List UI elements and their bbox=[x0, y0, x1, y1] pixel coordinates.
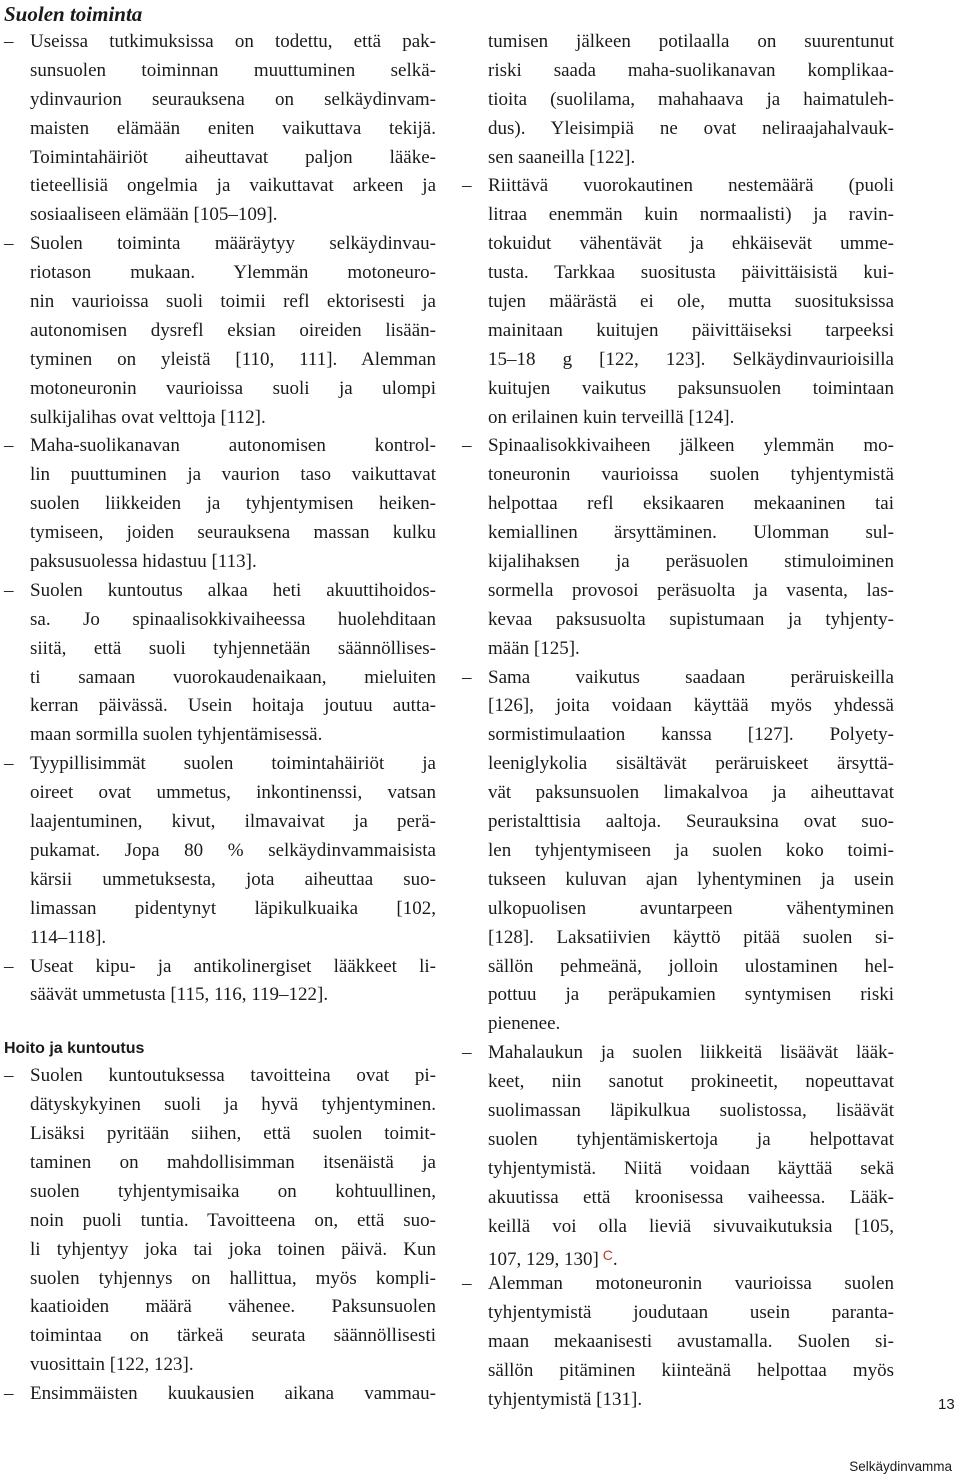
text-line: tusta. Tarkkaa suositusta päivittäisistä kui- bbox=[488, 262, 894, 284]
spacer bbox=[4, 1010, 436, 1036]
list-item bbox=[462, 1039, 894, 1270]
evidence-mark: C bbox=[598, 1247, 613, 1264]
right-list bbox=[462, 28, 894, 1415]
text-line: kemiallinen ärsyttäminen. Ulomman sul- bbox=[488, 522, 894, 544]
text-line: 15–18 g [122, 123]. Selkäydinvaurioisilla bbox=[488, 348, 894, 370]
text-line: taminen on mahdollisimman itsenäistä ja bbox=[30, 1151, 436, 1173]
text-line: suolen tyhjentämiskertoja ja helpottavat bbox=[488, 1128, 894, 1150]
text-line: Alemman motoneuronin vaurioissa suolen bbox=[488, 1273, 894, 1295]
list-item bbox=[4, 1380, 436, 1409]
left-list-hoito bbox=[4, 1062, 436, 1409]
list-item bbox=[4, 1062, 436, 1380]
text-line: suolen tyhjentymisaika on kohtuullinen, bbox=[30, 1180, 436, 1202]
text-line: Suolen kuntoutus alkaa heti akuuttihoidos- bbox=[30, 579, 436, 601]
text-line: leeniglykolia sisältävät peräruiskeet ärsyttä- bbox=[488, 753, 894, 775]
text-line: pottuu ja peräpukamien syntymisen riski bbox=[488, 984, 894, 1006]
list-item bbox=[462, 432, 894, 663]
text-line: oireet ovat ummetus, inkontinenssi, vatsan bbox=[30, 782, 436, 804]
bullet-dash: – bbox=[4, 579, 14, 601]
text-line: litraa enemmän kuin normaalisti) ja ravin- bbox=[488, 204, 894, 226]
text-line: Ensimmäisten kuukausien aikana vammau- bbox=[30, 1383, 436, 1405]
text-line: tokuidut vähentävät ja ehkäisevät umme- bbox=[488, 233, 894, 255]
text-line: dätyskykyinen suoli ja hyvä tyhjentyminen. bbox=[30, 1094, 436, 1116]
text-line: pienenee. bbox=[488, 1013, 561, 1035]
text-line: [126], joita voidaan käyttää myös yhdessä bbox=[488, 695, 894, 717]
text-line: [128]. Laksatiivien käyttö pitää suolen si- bbox=[488, 926, 894, 948]
text-line: toneuronin vaurioissa suolen tyhjentymistä bbox=[488, 464, 894, 486]
text-line: vuosittain [122, 123]. bbox=[30, 1354, 194, 1376]
text-line: tyhjentymistä joudutaan usein paranta- bbox=[488, 1302, 894, 1324]
list-item bbox=[4, 230, 436, 432]
text-line: autonomisen dysrefl eksian oireiden lisään- bbox=[30, 319, 436, 341]
text-line: sällön pitäminen kiinteänä helpottaa myös bbox=[488, 1359, 894, 1381]
text-line: Lisäksi pyritään siihen, että suolen toimit- bbox=[30, 1123, 436, 1145]
text-line: helpottaa refl eksikaaren mekaaninen tai bbox=[488, 493, 894, 515]
text-line: on erilainen kuin terveillä [124]. bbox=[488, 406, 735, 428]
text-line: Spinaalisokkivaiheen jälkeen ylemmän mo- bbox=[488, 435, 894, 457]
text-line: Tyypillisimmät suolen toimintahäiriöt ja bbox=[30, 753, 436, 775]
text-line: laajentuminen, kivut, ilmavaivat ja perä- bbox=[30, 811, 436, 833]
list-item bbox=[462, 1270, 894, 1414]
text-line: Useissa tutkimuksissa on todettu, että pak- bbox=[30, 31, 436, 52]
text-line: kijalihaksen ja peräsuolen stimuloiminen bbox=[488, 551, 894, 573]
text-line: len tyhjentymiseen ja suolen koko toimi- bbox=[488, 839, 894, 861]
bullet-dash: – bbox=[462, 1273, 472, 1295]
text-line: Toimintahäiriöt aiheuttavat paljon lääke- bbox=[30, 146, 436, 168]
text-line: sunsuolen toiminnan muuttuminen selkä- bbox=[30, 59, 436, 81]
text-line: tyminen on yleistä [110, 111]. Alemman bbox=[30, 348, 436, 370]
bullet-dash: – bbox=[4, 233, 14, 255]
text-line: Riittävä vuorokautinen nestemäärä (puoli bbox=[488, 175, 894, 197]
text-line: li tyhjentyy joka tai joka toinen päivä. Kun bbox=[30, 1238, 436, 1260]
right-column bbox=[462, 28, 894, 1415]
text-line: paksusuolessa hidastuu [113]. bbox=[30, 551, 257, 573]
bullet-dash: – bbox=[462, 1042, 472, 1064]
text-line: sällön pehmeänä, jolloin ulostaminen hel- bbox=[488, 955, 894, 977]
bullet-dash: – bbox=[462, 175, 472, 197]
text-line: tukseen kuluvan ajan lyhentyminen ja usein bbox=[488, 868, 894, 890]
subsection-title: Hoito ja kuntoutus bbox=[4, 1040, 145, 1058]
text-line: kerran päivässä. Usein hoitaja joutuu autta- bbox=[30, 695, 436, 717]
bullet-dash: – bbox=[4, 31, 14, 52]
text-line: suolen liikkeiden ja tyhjentymisen heiken- bbox=[30, 493, 436, 515]
text-line: Sama vaikutus saadaan peräruiskeilla bbox=[488, 666, 894, 688]
text-line: sa. Jo spinaalisokkivaiheessa huolehditaan bbox=[30, 608, 436, 630]
text-line: suolimassan läpikulkua suolistossa, lisäävät bbox=[488, 1099, 894, 1121]
bullet-dash: – bbox=[462, 666, 472, 688]
text-line: ydinvaurion seurauksena on selkäydinvam- bbox=[30, 88, 436, 110]
text-line: 114–118]. bbox=[30, 926, 107, 948]
left-list-suolen-toiminta bbox=[4, 28, 436, 1010]
list-item bbox=[4, 432, 436, 576]
text-line: ti samaan vuorokaudenaikaan, mieluiten bbox=[30, 666, 436, 688]
list-item bbox=[462, 172, 894, 432]
text-line: riotason mukaan. Ylemmän motoneuro- bbox=[30, 262, 436, 284]
text-line: tymiseen, joiden seurauksena massan kulku bbox=[30, 522, 436, 544]
text-line: vät paksunsuolen limakalvoa ja aiheuttavat bbox=[488, 782, 894, 804]
text-line: sormella provosoi peräsuolta ja vasenta, las- bbox=[488, 579, 894, 601]
bullet-dash: – bbox=[4, 955, 14, 977]
text-line: säävät ummetusta [115, 116, 119–122]. bbox=[30, 984, 329, 1006]
text-line: nin vaurioissa suoli toimii refl ektorisesti ja bbox=[30, 291, 436, 313]
bullet-dash: – bbox=[4, 753, 14, 775]
list-item bbox=[4, 953, 436, 1011]
text-line: sulkijalihas ovat velttoja [112]. bbox=[30, 406, 266, 428]
bullet-dash: – bbox=[4, 1065, 14, 1087]
text-line: tujen määrästä ei ole, mutta suosituksissa bbox=[488, 291, 894, 313]
text-line: siitä, että suoli tyhjennetään säännöllises- bbox=[30, 637, 436, 659]
text-line: sosiaaliseen elämään [105–109]. bbox=[30, 204, 278, 226]
list-item bbox=[4, 28, 436, 230]
list-item bbox=[462, 664, 894, 1040]
list-item bbox=[462, 28, 894, 172]
text-line: kärsii ummetuksesta, jota aiheuttaa suo- bbox=[30, 868, 436, 890]
text-line: suolen tyhjennys on hallittua, myös kompli- bbox=[30, 1267, 436, 1289]
text-line: pukamat. Jopa 80 % selkäydinvammaisista bbox=[30, 839, 436, 861]
text-line: toimintaa on tärkeä seurata säännöllisesti bbox=[30, 1325, 436, 1347]
section-title: Suolen toiminta bbox=[4, 2, 143, 26]
text-line: sormistimulaation kanssa [127]. Polyety- bbox=[488, 724, 894, 746]
bullet-dash: – bbox=[4, 1383, 14, 1405]
text-line: peristalttisia aaltoja. Seurauksina ovat suo- bbox=[488, 811, 894, 833]
text-line: tyhjentymistä [131]. bbox=[488, 1388, 643, 1410]
text-line: mään [125]. bbox=[488, 637, 580, 659]
text-line: motoneuronin vaurioissa suoli ja ulompi bbox=[30, 377, 436, 399]
text-line: lin puuttuminen ja vaurion taso vaikuttavat bbox=[30, 464, 436, 486]
text-line: tioita (suolilama, mahahaava ja haimatuleh- bbox=[488, 88, 894, 110]
text-line: keillä voi olla lieviä sivuvaikutuksia [105, bbox=[488, 1215, 894, 1237]
text-line: sen saaneilla [122]. bbox=[488, 146, 636, 168]
text-line: riski saada maha-suolikanavan komplikaa- bbox=[488, 59, 894, 81]
left-column bbox=[4, 0, 436, 1409]
text-line: kevaa paksusuolta supistumaan ja tyhjenty- bbox=[488, 608, 894, 630]
text-line: maan sormilla suolen tyhjentämisessä. bbox=[30, 724, 323, 746]
list-item bbox=[4, 577, 436, 750]
page-number: 13 bbox=[938, 1396, 955, 1413]
text-line: dus). Yleisimpiä ne ovat neliraajahalvauk- bbox=[488, 117, 894, 139]
text-line: Maha-suolikanavan autonomisen kontrol- bbox=[30, 435, 436, 457]
text-line: maisten elämään eniten vaikuttava tekijä. bbox=[30, 117, 436, 139]
bullet-dash: – bbox=[4, 435, 14, 457]
bullet-dash: – bbox=[462, 435, 472, 457]
text-line: ulkopuolisen avuntarpeen vähentyminen bbox=[488, 897, 894, 919]
text-line: kuitujen vaikutus paksunsuolen toimintaan bbox=[488, 377, 894, 399]
text-line: limassan pidentynyt läpikulkuaika [102, bbox=[30, 897, 436, 919]
text-line: keet, niin sanotut prokineetit, nopeuttavat bbox=[488, 1071, 894, 1093]
text-line: tumisen jälkeen potilaalla on suurentunut bbox=[488, 31, 894, 52]
text-line: noin puoli tuntia. Tavoitteena on, että suo- bbox=[30, 1209, 436, 1231]
text-line: Useat kipu- ja antikolinergiset lääkkeet li- bbox=[30, 955, 436, 977]
text-line: maan mekaanisesti avustamalla. Suolen si- bbox=[488, 1331, 894, 1353]
text-line: 107, 129, 130] $^C$. bbox=[488, 1247, 618, 1271]
text-line: mainitaan kuitujen päivittäiseksi tarpeeksi bbox=[488, 319, 894, 341]
text-line: tieteellisiä ongelmia ja vaikuttavat arkeen ja bbox=[30, 175, 436, 197]
text-line: tyhjentymistä. Niitä voidaan käyttää sekä bbox=[488, 1157, 894, 1179]
text-line: akuutissa että kroonisessa vaiheessa. Lääk- bbox=[488, 1186, 894, 1208]
text-line: Mahalaukun ja suolen liikkeitä lisäävät lääk- bbox=[488, 1042, 894, 1064]
text-line: Suolen kuntoutuksessa tavoitteina ovat pi- bbox=[30, 1065, 436, 1087]
list-item bbox=[4, 750, 436, 952]
text-line: kaatioiden määrä vähenee. Paksunsuolen bbox=[30, 1296, 436, 1318]
text-line: Suolen toiminta määräytyy selkäydinvau- bbox=[30, 233, 436, 255]
footer-label: Selkäydinvamma bbox=[849, 1459, 952, 1474]
